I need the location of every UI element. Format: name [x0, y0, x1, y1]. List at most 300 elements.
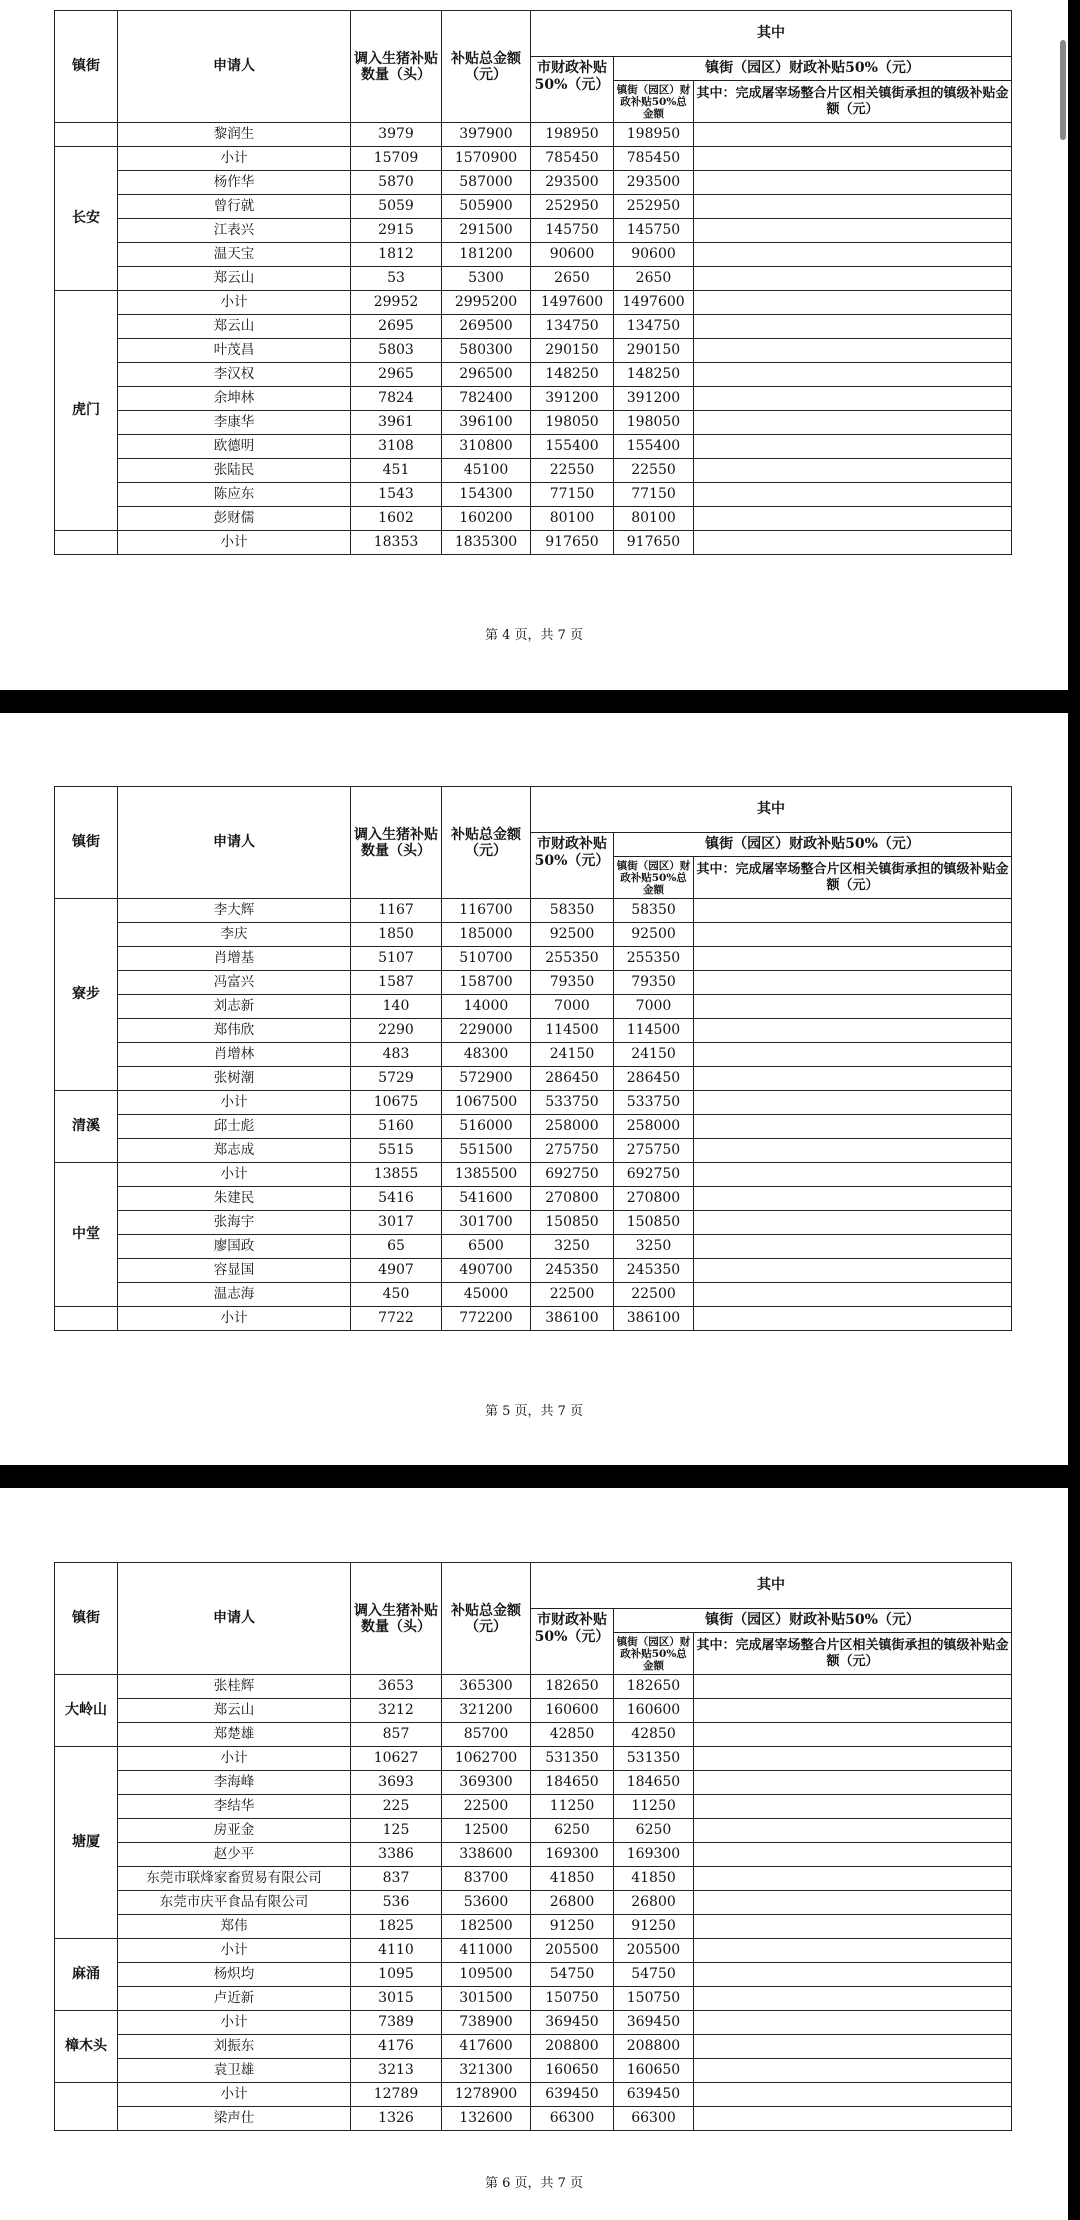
header-total: 补贴总金额（元）	[442, 1563, 531, 1675]
total-cell: 417600	[442, 2035, 531, 2059]
table-row	[55, 1283, 1012, 1307]
total-cell: 541600	[442, 1187, 531, 1211]
city-subsidy-cell: 80100	[531, 507, 614, 531]
applicant-cell: 郑楚雄	[118, 1723, 351, 1747]
town-part-cell	[694, 1067, 1012, 1091]
town-total-cell: 77150	[614, 483, 694, 507]
total-cell: 83700	[442, 1867, 531, 1891]
total-cell: 782400	[442, 387, 531, 411]
town-cell	[55, 123, 118, 147]
page-footer: 第 6 页，共 7 页	[484, 2176, 584, 2191]
city-subsidy-cell: 293500	[531, 171, 614, 195]
total-cell: 321300	[442, 2059, 531, 2083]
qty-cell: 225	[351, 1795, 442, 1819]
qty-cell: 12789	[351, 2083, 442, 2107]
city-subsidy-cell: 22500	[531, 1283, 614, 1307]
total-cell: 411000	[442, 1939, 531, 1963]
header-town-subsidy: 镇街（园区）财政补贴50%（元）	[614, 1609, 1012, 1633]
qty-cell: 7824	[351, 387, 442, 411]
city-subsidy-cell: 270800	[531, 1187, 614, 1211]
table-row	[55, 1091, 1012, 1115]
qty-cell: 10627	[351, 1747, 442, 1771]
table-row	[55, 899, 1012, 923]
applicant-cell: 冯富兴	[118, 971, 351, 995]
town-cell: 大岭山	[55, 1675, 118, 1747]
table-row	[55, 1019, 1012, 1043]
total-cell: 116700	[442, 899, 531, 923]
city-subsidy-cell: 198950	[531, 123, 614, 147]
town-total-cell: 391200	[614, 387, 694, 411]
town-part-cell	[694, 1675, 1012, 1699]
table-row	[55, 339, 1012, 363]
town-total-cell: 255350	[614, 947, 694, 971]
header-of-which: 其中	[531, 1563, 1012, 1609]
city-subsidy-cell: 134750	[531, 315, 614, 339]
town-part-cell	[694, 899, 1012, 923]
table-row	[55, 1963, 1012, 1987]
header-total: 补贴总金额（元）	[442, 11, 531, 123]
city-subsidy-cell: 77150	[531, 483, 614, 507]
applicant-cell: 小计	[118, 1163, 351, 1187]
city-subsidy-cell: 290150	[531, 339, 614, 363]
town-cell: 虎门	[55, 291, 118, 531]
applicant-cell: 郑云山	[118, 1699, 351, 1723]
total-cell: 85700	[442, 1723, 531, 1747]
total-cell: 158700	[442, 971, 531, 995]
applicant-cell: 郑伟欣	[118, 1019, 351, 1043]
town-total-cell: 182650	[614, 1675, 694, 1699]
town-total-cell: 114500	[614, 1019, 694, 1043]
header-town-subsidy: 镇街（园区）财政补贴50%（元）	[614, 833, 1012, 857]
total-cell: 48300	[442, 1043, 531, 1067]
town-total-cell: 533750	[614, 1091, 694, 1115]
header-of-which: 其中	[531, 11, 1012, 57]
applicant-cell: 肖增基	[118, 947, 351, 971]
applicant-cell: 小计	[118, 1747, 351, 1771]
city-subsidy-cell: 91250	[531, 1915, 614, 1939]
table-row	[55, 291, 1012, 315]
town-part-cell	[694, 1723, 1012, 1747]
applicant-cell: 小计	[118, 147, 351, 171]
applicant-cell: 东莞市联烽家畜贸易有限公司	[118, 1867, 351, 1891]
total-cell: 14000	[442, 995, 531, 1019]
header-town-part: 其中：完成屠宰场整合片区相关镇街承担的镇级补贴金额（元）	[694, 1633, 1012, 1675]
town-part-cell	[694, 1891, 1012, 1915]
town-total-cell: 11250	[614, 1795, 694, 1819]
applicant-cell: 余坤林	[118, 387, 351, 411]
town-total-cell: 293500	[614, 171, 694, 195]
town-total-cell: 22500	[614, 1283, 694, 1307]
document-page-6	[0, 1488, 1068, 2220]
town-part-cell	[694, 171, 1012, 195]
table-row	[55, 1043, 1012, 1067]
qty-cell: 5160	[351, 1115, 442, 1139]
city-subsidy-cell: 58350	[531, 899, 614, 923]
applicant-cell: 小计	[118, 2011, 351, 2035]
table-row	[55, 411, 1012, 435]
applicant-cell: 郑伟	[118, 1915, 351, 1939]
total-cell: 301500	[442, 1987, 531, 2011]
town-part-cell	[694, 219, 1012, 243]
qty-cell: 536	[351, 1891, 442, 1915]
table-row	[55, 1795, 1012, 1819]
town-part-cell	[694, 1699, 1012, 1723]
total-cell: 551500	[442, 1139, 531, 1163]
city-subsidy-cell: 41850	[531, 1867, 614, 1891]
town-part-cell	[694, 531, 1012, 555]
qty-cell: 13855	[351, 1163, 442, 1187]
table-row	[55, 2083, 1012, 2107]
city-subsidy-cell: 208800	[531, 2035, 614, 2059]
total-cell: 310800	[442, 435, 531, 459]
town-part-cell	[694, 1771, 1012, 1795]
total-cell: 505900	[442, 195, 531, 219]
town-total-cell: 7000	[614, 995, 694, 1019]
qty-cell: 1326	[351, 2107, 442, 2131]
header-city-subsidy: 市财政补贴50%（元）	[531, 1609, 614, 1675]
city-subsidy-cell: 245350	[531, 1259, 614, 1283]
table-row	[55, 971, 1012, 995]
town-part-cell	[694, 923, 1012, 947]
town-part-cell	[694, 1843, 1012, 1867]
town-total-cell: 692750	[614, 1163, 694, 1187]
table-row	[55, 1747, 1012, 1771]
total-cell: 296500	[442, 363, 531, 387]
town-part-cell	[694, 1235, 1012, 1259]
total-cell: 160200	[442, 507, 531, 531]
table-row	[55, 1891, 1012, 1915]
header-applicant: 申请人	[118, 11, 351, 123]
qty-cell: 837	[351, 1867, 442, 1891]
town-part-cell	[694, 1747, 1012, 1771]
qty-cell: 4907	[351, 1259, 442, 1283]
town-cell: 清溪	[55, 1091, 118, 1163]
header-qty: 调入生猪补贴数量（头）	[351, 787, 442, 899]
total-cell: 516000	[442, 1115, 531, 1139]
applicant-cell: 李汉权	[118, 363, 351, 387]
table-row	[55, 435, 1012, 459]
town-cell: 塘厦	[55, 1747, 118, 1939]
city-subsidy-cell: 917650	[531, 531, 614, 555]
table-row	[55, 2011, 1012, 2035]
header-town: 镇街	[55, 787, 118, 899]
city-subsidy-cell: 11250	[531, 1795, 614, 1819]
city-subsidy-cell: 169300	[531, 1843, 614, 1867]
town-part-cell	[694, 1819, 1012, 1843]
document-page-5	[0, 713, 1068, 1465]
applicant-cell: 卢近新	[118, 1987, 351, 2011]
town-part-cell	[694, 1259, 1012, 1283]
city-subsidy-cell: 692750	[531, 1163, 614, 1187]
city-subsidy-cell: 148250	[531, 363, 614, 387]
town-total-cell: 245350	[614, 1259, 694, 1283]
city-subsidy-cell: 275750	[531, 1139, 614, 1163]
applicant-cell: 温天宝	[118, 243, 351, 267]
city-subsidy-cell: 160600	[531, 1699, 614, 1723]
city-subsidy-cell: 255350	[531, 947, 614, 971]
total-cell: 1385500	[442, 1163, 531, 1187]
total-cell: 45000	[442, 1283, 531, 1307]
town-total-cell: 270800	[614, 1187, 694, 1211]
applicant-cell: 李结华	[118, 1795, 351, 1819]
qty-cell: 140	[351, 995, 442, 1019]
qty-cell: 5803	[351, 339, 442, 363]
table-row	[55, 1843, 1012, 1867]
town-part-cell	[694, 995, 1012, 1019]
city-subsidy-cell: 145750	[531, 219, 614, 243]
applicant-cell: 邱士彪	[118, 1115, 351, 1139]
town-part-cell	[694, 291, 1012, 315]
city-subsidy-cell: 54750	[531, 1963, 614, 1987]
header-city-subsidy: 市财政补贴50%（元）	[531, 833, 614, 899]
header-city-subsidy: 市财政补贴50%（元）	[531, 57, 614, 123]
total-cell: 587000	[442, 171, 531, 195]
table-row	[55, 1163, 1012, 1187]
total-cell: 738900	[442, 2011, 531, 2035]
table-row	[55, 1115, 1012, 1139]
town-total-cell: 258000	[614, 1115, 694, 1139]
qty-cell: 3017	[351, 1211, 442, 1235]
town-total-cell: 290150	[614, 339, 694, 363]
header-applicant: 申请人	[118, 1563, 351, 1675]
qty-cell: 125	[351, 1819, 442, 1843]
applicant-cell: 欧德明	[118, 435, 351, 459]
qty-cell: 3693	[351, 1771, 442, 1795]
town-part-cell	[694, 1187, 1012, 1211]
table-row	[55, 1867, 1012, 1891]
town-part-cell	[694, 483, 1012, 507]
town-total-cell: 41850	[614, 1867, 694, 1891]
town-cell: 麻涌	[55, 1939, 118, 2011]
qty-cell: 5107	[351, 947, 442, 971]
applicant-cell: 容显国	[118, 1259, 351, 1283]
town-part-cell	[694, 411, 1012, 435]
total-cell: 22500	[442, 1795, 531, 1819]
qty-cell: 18353	[351, 531, 442, 555]
applicant-cell: 李大辉	[118, 899, 351, 923]
city-subsidy-cell: 286450	[531, 1067, 614, 1091]
town-cell: 寮步	[55, 899, 118, 1091]
city-subsidy-cell: 258000	[531, 1115, 614, 1139]
header-town-part: 其中：完成屠宰场整合片区相关镇街承担的镇级补贴金额（元）	[694, 857, 1012, 899]
town-total-cell: 79350	[614, 971, 694, 995]
header-town-total: 镇街（园区）财政补贴50%总金额	[614, 857, 694, 899]
town-total-cell: 42850	[614, 1723, 694, 1747]
town-total-cell: 531350	[614, 1747, 694, 1771]
table-row	[55, 531, 1012, 555]
city-subsidy-cell: 386100	[531, 1307, 614, 1331]
scrollbar[interactable]	[1060, 40, 1066, 140]
city-subsidy-cell: 6250	[531, 1819, 614, 1843]
city-subsidy-cell: 198050	[531, 411, 614, 435]
applicant-cell: 张树潮	[118, 1067, 351, 1091]
town-part-cell	[694, 363, 1012, 387]
table-row	[55, 1987, 1012, 2011]
town-total-cell: 155400	[614, 435, 694, 459]
town-part-cell	[694, 267, 1012, 291]
page-footer: 第 4 页，共 7 页	[484, 628, 584, 643]
city-subsidy-cell: 90600	[531, 243, 614, 267]
town-part-cell	[694, 2011, 1012, 2035]
table-row	[55, 507, 1012, 531]
total-cell: 229000	[442, 1019, 531, 1043]
town-total-cell: 150850	[614, 1211, 694, 1235]
header-town-subsidy: 镇街（园区）财政补贴50%（元）	[614, 57, 1012, 81]
qty-cell: 29952	[351, 291, 442, 315]
town-total-cell: 252950	[614, 195, 694, 219]
town-cell	[55, 1307, 118, 1331]
town-total-cell: 369450	[614, 2011, 694, 2035]
total-cell: 369300	[442, 1771, 531, 1795]
table-row	[55, 243, 1012, 267]
city-subsidy-cell: 22550	[531, 459, 614, 483]
table-row	[55, 147, 1012, 171]
town-part-cell	[694, 1019, 1012, 1043]
applicant-cell: 小计	[118, 1939, 351, 1963]
town-total-cell: 785450	[614, 147, 694, 171]
table-row	[55, 1699, 1012, 1723]
qty-cell: 65	[351, 1235, 442, 1259]
table-row	[55, 1819, 1012, 1843]
qty-cell: 7722	[351, 1307, 442, 1331]
town-part-cell	[694, 243, 1012, 267]
total-cell: 301700	[442, 1211, 531, 1235]
table-row	[55, 123, 1012, 147]
table-row	[55, 1211, 1012, 1235]
town-total-cell: 286450	[614, 1067, 694, 1091]
applicant-cell: 郑云山	[118, 267, 351, 291]
total-cell: 53600	[442, 1891, 531, 1915]
header-town-part: 其中：完成屠宰场整合片区相关镇街承担的镇级补贴金额（元）	[694, 81, 1012, 123]
table-row	[55, 1139, 1012, 1163]
applicant-cell: 杨作华	[118, 171, 351, 195]
town-total-cell: 386100	[614, 1307, 694, 1331]
town-total-cell: 198050	[614, 411, 694, 435]
qty-cell: 451	[351, 459, 442, 483]
applicant-cell: 李海峰	[118, 1771, 351, 1795]
qty-cell: 1167	[351, 899, 442, 923]
town-part-cell	[694, 315, 1012, 339]
town-part-cell	[694, 339, 1012, 363]
town-part-cell	[694, 1939, 1012, 1963]
city-subsidy-cell: 155400	[531, 435, 614, 459]
city-subsidy-cell: 184650	[531, 1771, 614, 1795]
applicant-cell: 肖增林	[118, 1043, 351, 1067]
total-cell: 6500	[442, 1235, 531, 1259]
table-row	[55, 947, 1012, 971]
applicant-cell: 梁声仕	[118, 2107, 351, 2131]
total-cell: 396100	[442, 411, 531, 435]
table-row	[55, 2107, 1012, 2131]
applicant-cell: 曾行就	[118, 195, 351, 219]
applicant-cell: 张桂辉	[118, 1675, 351, 1699]
town-part-cell	[694, 2083, 1012, 2107]
qty-cell: 53	[351, 267, 442, 291]
total-cell: 2995200	[442, 291, 531, 315]
qty-cell: 2965	[351, 363, 442, 387]
total-cell: 490700	[442, 1259, 531, 1283]
city-subsidy-cell: 114500	[531, 1019, 614, 1043]
table-row	[55, 1915, 1012, 1939]
town-part-cell	[694, 147, 1012, 171]
qty-cell: 3979	[351, 123, 442, 147]
total-cell: 365300	[442, 1675, 531, 1699]
town-part-cell	[694, 1115, 1012, 1139]
town-total-cell: 2650	[614, 267, 694, 291]
header-total: 补贴总金额（元）	[442, 787, 531, 899]
town-cell: 樟木头	[55, 2011, 118, 2083]
town-part-cell	[694, 1963, 1012, 1987]
qty-cell: 7389	[351, 2011, 442, 2035]
qty-cell: 857	[351, 1723, 442, 1747]
city-subsidy-cell: 150750	[531, 1987, 614, 2011]
town-total-cell: 275750	[614, 1139, 694, 1163]
qty-cell: 5416	[351, 1187, 442, 1211]
applicant-cell: 郑志成	[118, 1139, 351, 1163]
qty-cell: 4110	[351, 1939, 442, 1963]
city-subsidy-cell: 205500	[531, 1939, 614, 1963]
town-total-cell: 54750	[614, 1963, 694, 1987]
table-row	[55, 1939, 1012, 1963]
town-total-cell: 90600	[614, 243, 694, 267]
subsidy-table-page-5	[54, 786, 1012, 1331]
city-subsidy-cell: 150850	[531, 1211, 614, 1235]
town-total-cell: 58350	[614, 899, 694, 923]
applicant-cell: 房亚金	[118, 1819, 351, 1843]
town-cell	[55, 531, 118, 555]
table-row	[55, 1235, 1012, 1259]
applicant-cell: 张海宇	[118, 1211, 351, 1235]
applicant-cell: 袁卫雄	[118, 2059, 351, 2083]
qty-cell: 10675	[351, 1091, 442, 1115]
table-row	[55, 1675, 1012, 1699]
city-subsidy-cell: 252950	[531, 195, 614, 219]
city-subsidy-cell: 79350	[531, 971, 614, 995]
table-row	[55, 1259, 1012, 1283]
town-total-cell: 917650	[614, 531, 694, 555]
town-part-cell	[694, 2107, 1012, 2131]
header-town: 镇街	[55, 11, 118, 123]
applicant-cell: 小计	[118, 2083, 351, 2107]
applicant-cell: 黎润生	[118, 123, 351, 147]
city-subsidy-cell: 531350	[531, 1747, 614, 1771]
total-cell: 185000	[442, 923, 531, 947]
page-footer: 第 5 页，共 7 页	[484, 1404, 584, 1419]
qty-cell: 1850	[351, 923, 442, 947]
applicant-cell: 廖国政	[118, 1235, 351, 1259]
qty-cell: 3386	[351, 1843, 442, 1867]
town-total-cell: 205500	[614, 1939, 694, 1963]
town-part-cell	[694, 2059, 1012, 2083]
qty-cell: 3108	[351, 435, 442, 459]
qty-cell: 1543	[351, 483, 442, 507]
total-cell: 1278900	[442, 2083, 531, 2107]
town-part-cell	[694, 947, 1012, 971]
town-part-cell	[694, 1307, 1012, 1331]
city-subsidy-cell: 92500	[531, 923, 614, 947]
town-part-cell	[694, 123, 1012, 147]
city-subsidy-cell: 369450	[531, 2011, 614, 2035]
total-cell: 291500	[442, 219, 531, 243]
city-subsidy-cell: 785450	[531, 147, 614, 171]
qty-cell: 5729	[351, 1067, 442, 1091]
total-cell: 12500	[442, 1819, 531, 1843]
qty-cell: 3961	[351, 411, 442, 435]
city-subsidy-cell: 182650	[531, 1675, 614, 1699]
total-cell: 269500	[442, 315, 531, 339]
town-part-cell	[694, 2035, 1012, 2059]
town-total-cell: 91250	[614, 1915, 694, 1939]
